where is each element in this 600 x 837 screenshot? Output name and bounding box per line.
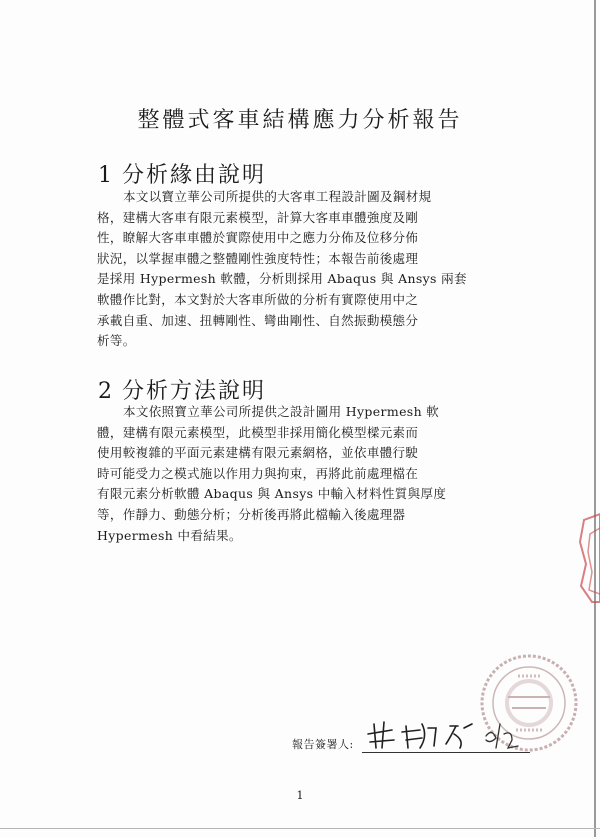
section-number: 2	[98, 379, 114, 404]
paragraph-line: Hypermesh 中看結果。	[97, 527, 242, 543]
section-2-paragraph	[97, 402, 505, 546]
handwritten-signature	[362, 718, 532, 752]
section-1-paragraph	[97, 187, 505, 352]
section-heading-text: 分析方法說明	[122, 379, 267, 404]
section-heading-text: 分析緣由說明	[122, 163, 267, 188]
page-edge-bottom	[0, 828, 600, 829]
page-number: 1	[296, 789, 304, 802]
paragraph-line: 等，作靜力、動態分析；分析後再將此檔輸入後處理器	[97, 506, 406, 522]
paragraph-line: 本文以寶立華公司所提供的大客車工程設計圖及鋼材規	[123, 189, 432, 204]
paragraph-line: 軟體作比對，本文對於大客車所做的分析有實際使用中之	[97, 291, 419, 307]
section-number: 1	[98, 163, 114, 188]
section-2-heading	[98, 374, 266, 405]
section-1-heading	[98, 158, 266, 189]
paragraph-line: 承載自重、加速、扭轉剛性、彎曲剛性、自然振動模態分	[97, 312, 419, 328]
signature-block	[292, 718, 542, 758]
paragraph-line: 使用較複雜的平面元素建構有限元素網格，並依車體行駛	[97, 445, 419, 461]
paragraph-line: 體，建構有限元素模型，此模型非採用簡化模型樑元素而	[97, 424, 419, 440]
partial-stamp-icon	[578, 512, 600, 604]
paragraph-line: 有限元素分析軟體 Abaqus 與 Ansys 中輸入材料性質與厚度	[97, 486, 447, 502]
document-title: 整體式客車結構應力分析報告	[137, 108, 463, 133]
paragraph-line: 格，建構大客車有限元素模型，計算大客車車體強度及剛	[97, 209, 419, 225]
paragraph-line: 析等。	[97, 333, 136, 349]
paragraph-line: 性，瞭解大客車車體於實際使用中之應力分佈及位移分佈	[97, 230, 419, 246]
paragraph-line: 是採用 Hypermesh 軟體，分析則採用 Abaqus 與 Ansys 兩套	[97, 271, 467, 287]
paragraph-line: 時可能受力之模式施以作用力與拘束，再將此前處理檔在	[97, 465, 419, 481]
paragraph-line: 狀況，以掌握車體之整體剛性強度特性；本報告前後處理	[97, 250, 419, 266]
paragraph-line: 本文依照寶立華公司所提供之設計圖用 Hypermesh 軟	[123, 404, 440, 419]
signer-label: 報告簽署人:	[292, 738, 354, 751]
signature-underline	[362, 752, 530, 753]
